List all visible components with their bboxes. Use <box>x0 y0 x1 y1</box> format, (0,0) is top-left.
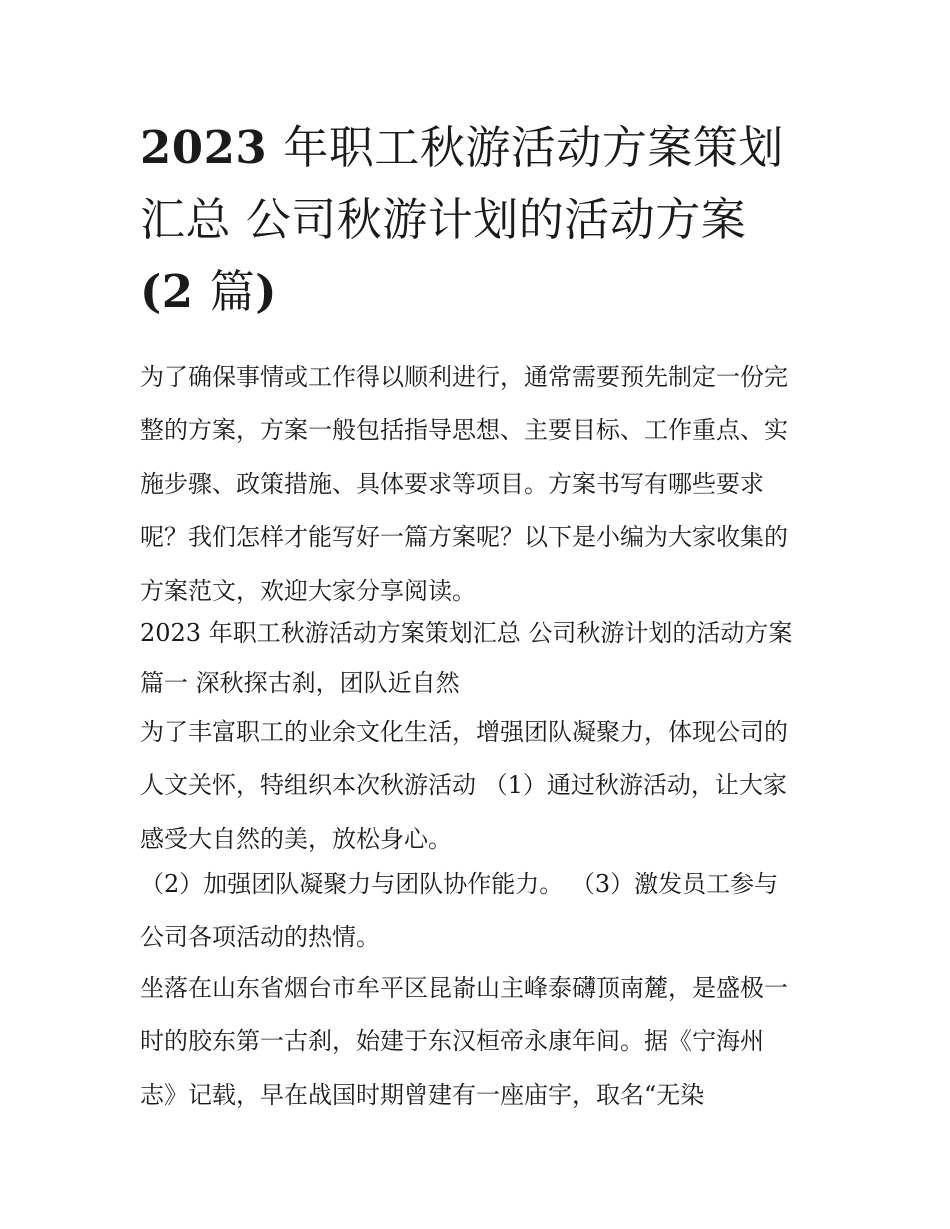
para1-line-1: 为了丰富职工的业余文化生活，增强团队凝聚力，体现公司的 <box>140 718 788 746</box>
title-line-3: (2 篇) <box>140 265 278 318</box>
para3-line-1: 坐落在山东省烟台市牟平区昆嵛山主峰泰礴顶南麓，是盛极一 <box>140 974 788 1002</box>
title-number: 2023 <box>140 121 284 174</box>
title-line-1: 2023 年职工秋游活动方案策划 <box>140 121 784 174</box>
paragraph-goals <box>140 858 830 965</box>
paragraph-location <box>140 962 830 1122</box>
intro-line-4: 呢？我们怎样才能写好一篇方案呢？以下是小编为大家收集的 <box>140 523 788 552</box>
para3-line-2: 时的胶东第一古刹，始建于东汉桓帝永康年间。据《宁海州 <box>140 1027 764 1056</box>
intro-line-2: 整的方案，方案一般包括指导思想、主要目标、工作重点、实 <box>140 416 788 445</box>
section-heading-line-2: 篇一 深秋探古刹，团队近自然 <box>140 669 460 697</box>
section-heading-line-1: 2023 年职工秋游活动方案策划汇总 公司秋游计划的活动方案 <box>140 619 793 647</box>
title-line-2: 汇总 公司秋游计划的活动方案 <box>140 193 747 246</box>
para1-line-3: 感受大自然的美，放松身心。 <box>140 824 452 853</box>
para2-line-1: （2）加强团队凝聚力与团队协作能力。 （3）激发员工参与 <box>140 870 779 898</box>
paragraph-purpose <box>140 706 830 866</box>
intro-line-5: 方案范文，欢迎大家分享阅读。 <box>140 576 476 605</box>
title-paren: ) <box>255 265 278 318</box>
title-number: (2 <box>140 265 210 318</box>
intro-line-1: 为了确保事情或工作得以顺利进行，通常需要预先制定一份完 <box>140 363 788 391</box>
document-title <box>140 112 820 328</box>
intro-paragraph <box>140 351 830 618</box>
para1-line-2: 人文关怀，特组织本次秋游活动 （1）通过秋游活动，让大家 <box>140 771 787 800</box>
intro-line-3: 施步骤、政策措施、具体要求等项目。方案书写有哪些要求 <box>140 469 764 498</box>
para3-line-3: 志》记载，早在战国时期曾建有一座庙宇，取名“无染 <box>140 1080 705 1109</box>
para2-line-2: 公司各项活动的热情。 <box>140 923 380 952</box>
